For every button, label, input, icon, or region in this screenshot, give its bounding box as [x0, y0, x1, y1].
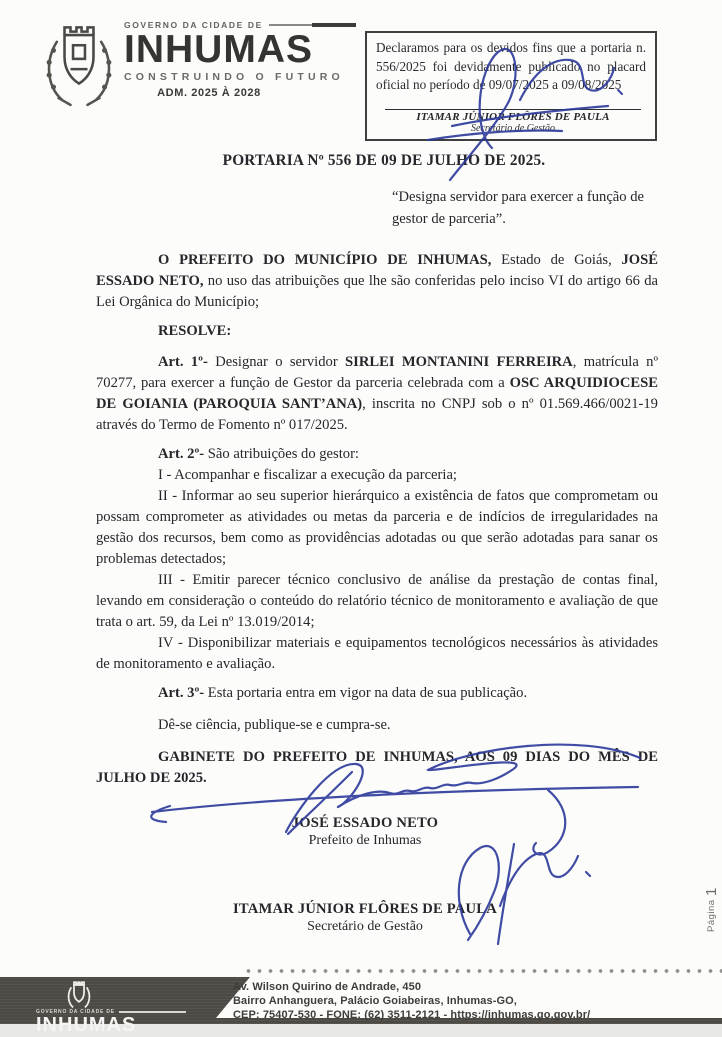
closing-formula: Dê-se ciência, publique-se e cumpra-se. — [158, 717, 391, 733]
footer-coat-of-arms-icon — [64, 979, 94, 1011]
logo-slogan: CONSTRUINDO O FUTURO — [124, 71, 344, 83]
city-government-logo — [36, 18, 356, 110]
article-3: Art. 3º- Esta portaria entra em vigor na data de sua publicação. — [158, 685, 528, 701]
mayor-role: Prefeito de Inhumas — [308, 833, 422, 848]
footer-logo-divider — [119, 1011, 186, 1013]
article-2: Art. 2º- São atribuições do gestor: — [158, 446, 359, 462]
footer-dotted-line — [243, 968, 722, 974]
publication-declaration-box — [365, 31, 657, 141]
declaration-signer-role: Secretário de Gestão — [470, 123, 556, 134]
page-label: Página — [706, 899, 717, 932]
mayor-signature-block — [220, 815, 510, 849]
footer-band — [0, 977, 722, 1036]
footer-city-name: INHUMAS — [36, 1014, 137, 1036]
gabinete-line: GABINETE DO PREFEITO DE INHUMAS, AOS 09 DIAS DO MÊS DE JULHO DE 2025. — [96, 749, 658, 786]
document-title: PORTARIA Nº 556 DE 09 DE JULHO DE 2025. — [222, 152, 546, 169]
secretary-role: Secretário de Gestão — [307, 919, 423, 934]
coat-of-arms-icon — [36, 18, 122, 110]
declaration-text: Declaramos para os devidos fins que a portaria n. 556/2025 foi devidamente publicado no placard oficial no período de 09/07/2025 a 09/08/2025 — [376, 40, 646, 92]
mayor-name: JOSÉ ESSADO NETO — [291, 815, 439, 831]
article-2-item-3: III - Emitir parecer técnico conclusivo de análise da prestação de contas final, levando em consideração o conteúdo do relatório técnico de monitoramento e avaliação de que trata o art. 59, da Lei nº 13.019/2014; — [96, 572, 658, 630]
page-number-marker — [703, 856, 720, 932]
footer-address-line-2: Bairro Anhanguera, Palácio Goiabeiras, Inhumas-GO, — [233, 995, 517, 1007]
signature-rule — [385, 109, 641, 110]
footer-address-line-1: Av. Wilson Quirino de Andrade, 450 — [233, 981, 422, 993]
footer-city-logo — [22, 978, 212, 1036]
article-2-item-1: I - Acompanhar e fiscalizar a execução da parceria; — [158, 467, 457, 483]
page-number: 1 — [703, 888, 720, 897]
footer-address-line-3: CEP: 75407-530 - FONE: (62) 3511-2121 - https://inhumas.go.gov.br/ — [233, 1009, 591, 1021]
epigraph-quote: “Designa servidor para exercer a função de gestor de parceria”. — [392, 189, 645, 227]
article-1: Art. 1º- Designar o servidor SIRLEI MONTANINI FERREIRA, matrícula nº 70277, para exercer a função de Gestor da parceria celebrada com a OSC ARQUIDIOCESE DE GOIANIA (PAROQUIA SANT’ANA), inscrita no CNPJ sob o nº 01.569.466/0021-19 através do Termo de Fomento nº 017/2025. — [96, 354, 658, 433]
secretary-signature-block — [185, 901, 545, 935]
logo-city-name: INHUMAS — [124, 28, 313, 71]
declaration-signer-name: ITAMAR JÚNIOR FLÔRES DE PAULA — [416, 111, 610, 123]
article-2-item-2: II - Informar ao seu superior hierárquico a existência de fatos que comprometam ou possam comprometer as atividades ou metas da parceria e de indícios de irregularidades na gestão dos recursos, bem como as providências adotadas ou que serão adotadas para sanar os problemas detectados; — [96, 488, 658, 567]
logo-administration-years: ADM. 2025 À 2028 — [157, 87, 261, 99]
logo-top-label: GOVERNO DA CIDADE DE — [124, 20, 263, 30]
resolve-heading: RESOLVE: — [158, 323, 232, 339]
article-2-item-4: IV - Disponibilizar materiais e equipamentos tecnológicos necessários às atividades de monitoramento e avaliação. — [96, 635, 658, 672]
footer-logo-top-label: GOVERNO DA CIDADE DE — [36, 1009, 115, 1015]
footer-address — [233, 980, 703, 1022]
secretary-name: ITAMAR JÚNIOR FLÔRES DE PAULA — [233, 901, 497, 917]
document-body — [96, 150, 658, 789]
logo-divider-line — [269, 24, 356, 26]
preamble-paragraph: O PREFEITO DO MUNICÍPIO DE INHUMAS, Estado de Goiás, JOSÉ ESSADO NETO, no uso das atribuições que lhe são conferidas pelo inciso VI do artigo 66 da Lei Orgânica do Município; — [96, 252, 658, 310]
